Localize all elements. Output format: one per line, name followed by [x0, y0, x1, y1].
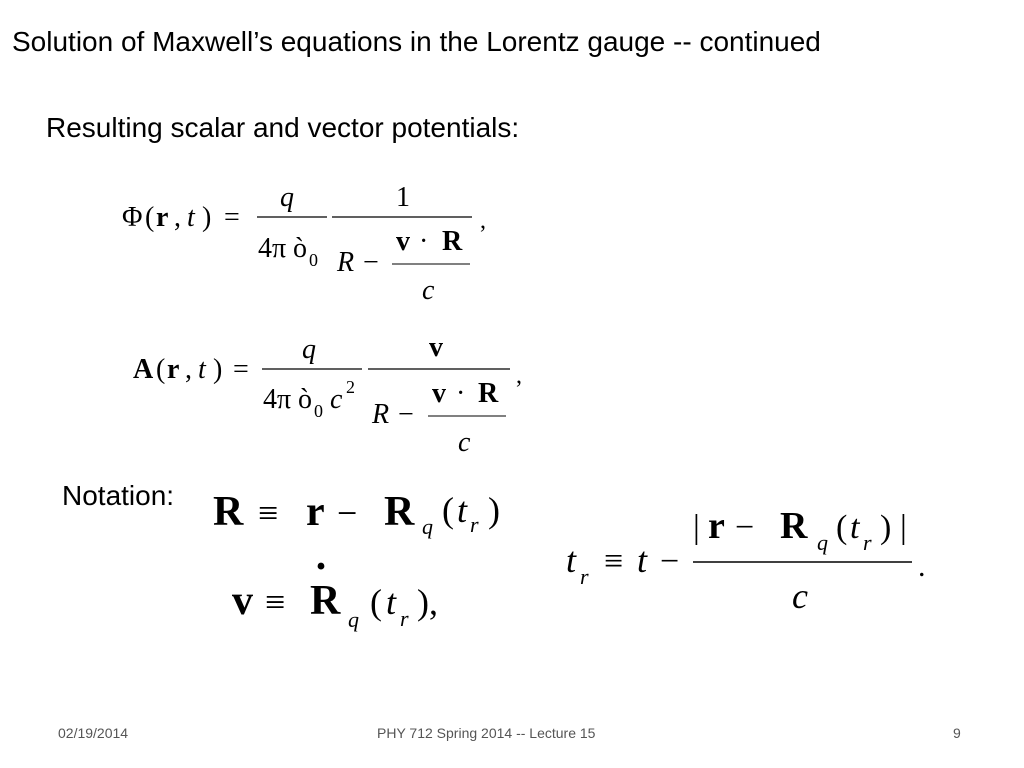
epsilon-symbol: ò — [293, 233, 307, 264]
footer-date: 02/19/2014 — [58, 725, 129, 741]
equals-sign: = — [233, 354, 249, 385]
velocity-v: v — [432, 378, 446, 409]
equation-vector-potential — [133, 332, 522, 458]
time-t: t — [187, 202, 195, 233]
footer-course: PHY 712 Spring 2014 -- Lecture 15 — [377, 725, 596, 741]
time-t: t — [637, 540, 648, 580]
equation-R-definition — [213, 489, 500, 539]
time-t: t — [850, 509, 860, 546]
abs-bar-right: | — [900, 509, 907, 546]
vector-R: R — [478, 378, 499, 409]
equiv-sign: ≡ — [604, 543, 624, 580]
equals-sign: = — [224, 202, 240, 233]
numerator-one: 1 — [396, 182, 410, 213]
distance-R: R — [372, 399, 390, 430]
vector-potential-A: A — [133, 354, 154, 385]
speed-of-light-c: c — [330, 384, 343, 415]
charge-position-R: R — [384, 489, 415, 535]
charge-q: q — [302, 334, 316, 365]
paren-right-comma: ), — [417, 582, 438, 622]
paren-right: ) — [202, 202, 212, 233]
minus-sign: − — [363, 247, 379, 278]
equiv-sign: ≡ — [258, 493, 279, 533]
charge-q: q — [280, 182, 294, 213]
subscript-r: r — [470, 512, 479, 537]
minus-sign: − — [398, 399, 414, 430]
subscript-r: r — [400, 606, 409, 631]
speed-of-light-c: c — [422, 275, 435, 306]
charge-position-R: R — [310, 578, 341, 624]
paren-left: ( — [145, 202, 155, 233]
charge-position-R: R — [780, 505, 808, 547]
comma: , — [174, 202, 181, 233]
velocity-v: v — [429, 332, 443, 363]
paren-left: ( — [836, 509, 848, 546]
position-vector-r: r — [306, 489, 325, 535]
speed-of-light-c: c — [458, 427, 471, 458]
four-pi: 4π — [263, 384, 292, 415]
equation-v-definition — [232, 544, 438, 632]
paren-right: ) — [488, 490, 500, 530]
notation-label: Notation: — [62, 480, 175, 511]
minus-sign: − — [337, 493, 358, 533]
position-vector-r: r — [156, 202, 169, 233]
phi-symbol: Φ — [122, 202, 143, 233]
epsilon-symbol: ò — [298, 384, 312, 415]
subscript-q: q — [348, 607, 359, 632]
position-vector-r: r — [167, 354, 180, 385]
velocity-v: v — [396, 226, 410, 257]
time-t: t — [457, 490, 468, 530]
time-derivative-dot: · — [314, 544, 329, 590]
subscript-q: q — [422, 514, 433, 539]
paren-left: ( — [370, 582, 382, 622]
equiv-sign: ≡ — [265, 582, 286, 622]
paren-left: ( — [156, 354, 166, 385]
dot-operator: · — [456, 378, 466, 409]
trailing-comma: , — [480, 208, 486, 234]
distance-R: R — [337, 247, 355, 278]
minus-sign: − — [660, 543, 680, 580]
position-vector-r: r — [708, 505, 725, 547]
equation-retarded-time — [566, 505, 926, 616]
time-t: t — [386, 582, 397, 622]
subscript-q: q — [817, 530, 828, 555]
time-t: t — [198, 354, 206, 385]
trailing-comma: , — [516, 363, 522, 389]
subscript-r: r — [863, 530, 872, 555]
equation-scalar-potential — [122, 182, 486, 306]
superscript-two: 2 — [346, 377, 355, 397]
slide-subtitle: Resulting scalar and vector potentials: — [46, 112, 520, 143]
paren-right: ) — [880, 509, 892, 546]
speed-of-light-c: c — [792, 576, 808, 616]
paren-left: ( — [442, 490, 454, 530]
trailing-period: . — [918, 550, 926, 583]
paren-right: ) — [213, 354, 223, 385]
footer-page-number: 9 — [953, 725, 961, 741]
subscript-r: r — [580, 564, 589, 589]
four-pi: 4π — [258, 233, 287, 264]
minus-sign: − — [735, 509, 755, 546]
abs-bar-left: | — [693, 509, 700, 546]
vector-R: R — [442, 226, 463, 257]
subscript-zero: 0 — [314, 401, 323, 421]
velocity-v: v — [232, 578, 253, 624]
dot-operator: · — [419, 226, 429, 257]
slide-title: Solution of Maxwell’s equations in the Lorentz gauge -- continued — [12, 26, 821, 57]
retarded-time-t: t — [566, 540, 577, 580]
comma: , — [185, 354, 192, 385]
vector-R: R — [213, 489, 244, 535]
subscript-zero: 0 — [309, 250, 318, 270]
